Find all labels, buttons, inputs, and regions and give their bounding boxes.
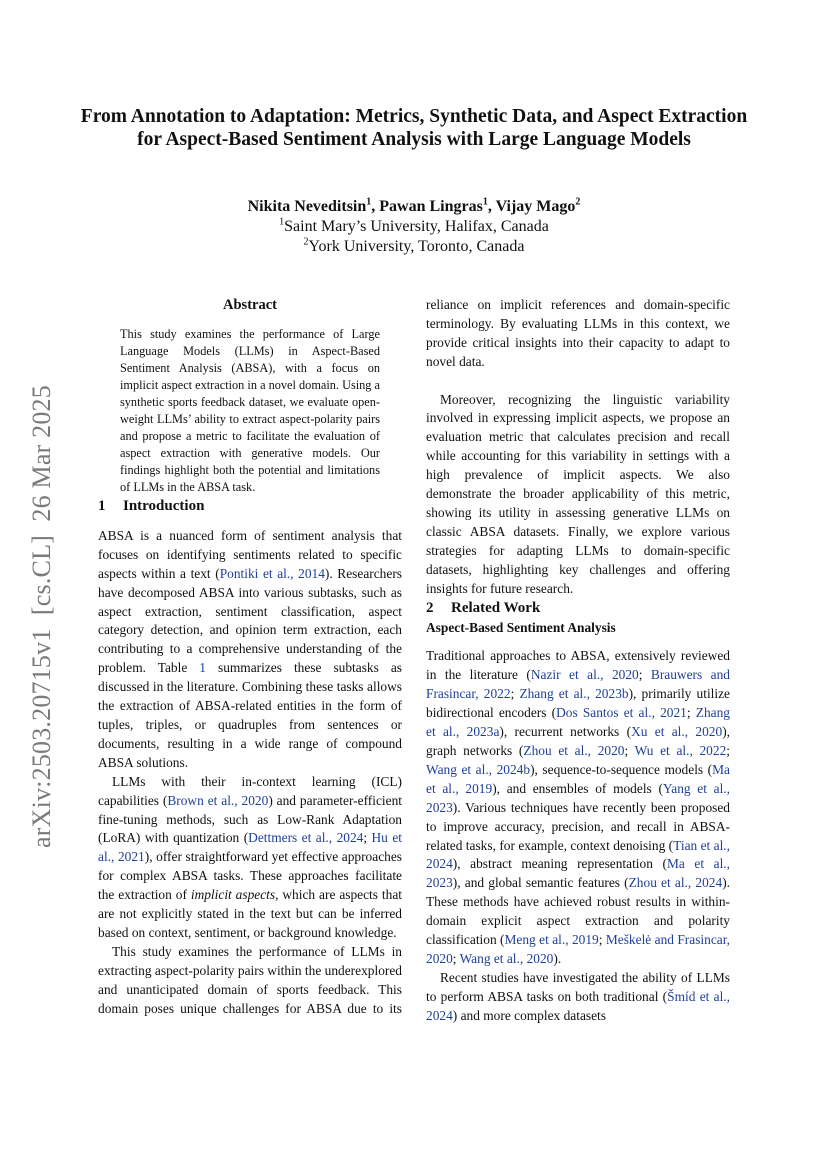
section-heading-introduction: 1 Introduction <box>98 497 205 514</box>
table-ref-link[interactable]: 1 <box>199 660 206 676</box>
citation-link[interactable]: Brown et al., 2020 <box>167 792 269 808</box>
citation-link[interactable]: Meškelė and Frasincar, 2020 <box>426 932 730 966</box>
citation-link[interactable]: Zhou et al., 2020 <box>523 743 625 758</box>
citation-link[interactable]: Hu et al., 2021 <box>98 830 402 865</box>
citation-link[interactable]: Nazir et al., 2020 <box>530 667 639 683</box>
citation-link[interactable]: Šmíd et al., 2024 <box>426 988 730 1023</box>
citation-link[interactable]: Dettmers et al., 2024 <box>248 830 364 846</box>
citation-link[interactable]: Zhang et al., 2023b <box>519 686 629 702</box>
citation-link[interactable]: Wu et al., 2022 <box>634 743 727 758</box>
paragraph: ABSA is a nuanced form of sentiment analysis that focuses on identifying sentiments related to specific aspects within a text (Pontiki et al., 2014). Researchers have decomposed ABSA into various subtasks, such as aspect extraction, sentiment classification, aspect category detection, and opinion term extraction, each contributing to a comprehensive understanding of the problem. Table 1 summarizes these subtasks as discussed in the literature. Combining these tasks allows the extraction of ABSA-related entities in the form of tuples, triples, or quadruples from sentences or documents, resulting in a wide range of compound ABSA solutions. <box>98 527 402 770</box>
emphasis: implicit aspects <box>190 887 276 903</box>
subsection-heading: Aspect-Based Sentiment Analysis <box>426 620 616 636</box>
citation-link[interactable]: Brauwers and Frasincar, 2022 <box>426 667 730 702</box>
citation-link[interactable]: Yang et al., 2023 <box>426 780 731 815</box>
citation-link[interactable]: Ma et al., 2019 <box>426 761 730 796</box>
citation-link[interactable]: Xu et al., 2020 <box>631 724 723 740</box>
author-name: Pawan Lingras <box>379 198 483 215</box>
affiliation: $^1$Saint Mary’s University, Halifax, Canada <box>279 216 549 235</box>
affiliation-mark: 2 <box>575 196 581 208</box>
paragraph: Recent studies have investigated the ability of LLMs to perform ABSA tasks on both traditional (Šmíd et al., 2024) and more complex datasets <box>426 969 730 1023</box>
arxiv-stamp: arXiv:2503.20715v1 [cs.CL] 26 Mar 2025 <box>27 385 56 848</box>
citation-link[interactable]: Meng et al., 2019 <box>504 932 599 948</box>
affiliation-mark: 1 <box>482 196 488 208</box>
paper-title: From Annotation to Adaptation: Metrics, Synthetic Data, and Aspect Extraction for Aspect-Based Sentiment Analysis with Large Language Models <box>80 106 748 150</box>
citation-link[interactable]: Wang et al., 2024b <box>426 761 531 777</box>
section-heading-related-work: 2 Related Work <box>426 600 541 617</box>
paragraph: LLMs with their in-context learning (ICL) capabilities (Brown et al., 2020) and parameter-efficient fine-tuning methods, such as Low-Rank Adaptation (LoRA) with quantization (Dettmers et al., 2024; Hu et al., 2021), offer straightforward yet effective approaches for complex ABSA tasks. These approaches facilitate the extraction of implicit aspects, which are aspects that are not explicitly stated in the text but can be inferred based on context, sentiment, or background knowledge. <box>98 773 402 940</box>
affiliation-mark: 1 <box>366 196 372 208</box>
author-names: Nikita Neveditsin$^1$, Pawan Lingras$^1$, Vijay Mago$^2$ <box>247 196 581 215</box>
author-block <box>80 197 748 257</box>
author-name: Vijay Mago <box>495 198 576 215</box>
abstract-text: This study examines the performance of Large Language Models (LLMs) in Aspect-Based Sentiment Analysis (ABSA), with a focus on implicit aspect extraction in a novel domain. Using a synthetic sports feedback dataset, we evaluate open-weight LLMs’ ability to extract aspect-polarity pairs and propose a metric to facilitate the evaluation of aspect extraction with generative models. Our findings highlight both the potential and limitations of LLMs in the ABSA task. <box>120 326 380 494</box>
paragraph-continuation: reliance on implicit references and domain-specific terminology. By evaluating LLMs in this context, we provide critical insights into their capacity to adapt to novel data. <box>426 297 730 369</box>
citation-link[interactable]: Zhou et al., 2024 <box>628 875 723 891</box>
paragraph: Traditional approaches to ABSA, extensively reviewed in the literature (Nazir et al., 2020; Brauwers and Frasincar, 2022; Zhang et al., 2023b), primarily utilize bidirectional encoders (Dos Santos et al., 2021; Zhang et al., 2023a), recurrent networks (Xu et al., 2020), graph networks (Zhou et al., 2020; Wu et al., 2022; Wang et al., 2024b), sequence-to-sequence models (Ma et al., 2019), and ensembles of models (Yang et al., 2023). Various techniques have recently been proposed to improve accuracy, precision, and recall in ABSA-related tasks, for example, context denoising (Tian et al., 2024), abstract meaning representation (Ma et al., 2023), and global semantic features (Zhou et al., 2024). These methods have achieved robust results in within-domain explicit aspect extraction and polarity classification (Meng et al., 2019; Meškelė and Frasincar, 2020; Wang et al., 2020). <box>426 648 731 966</box>
abstract-heading: Abstract <box>223 297 277 313</box>
author-name: Nikita Neveditsin <box>247 198 367 215</box>
citation-link[interactable]: Wang et al., 2020 <box>459 950 554 966</box>
paragraph: This study examines the performance of LLMs in extracting aspect-polarity pairs within the underexplored and unanticipated domain of sports feedback. This domain poses unique challenges for ABSA due to its <box>98 943 402 1016</box>
citation-link[interactable]: Ma et al., 2023 <box>426 856 731 891</box>
citation-link[interactable]: Dos Santos et al., 2021 <box>556 705 687 721</box>
citation-link[interactable]: Tian et al., 2024 <box>426 837 731 872</box>
paragraph: Moreover, recognizing the linguistic variability involved in expressing implicit aspects, we propose an evaluation metric that calculates precision and recall while accounting for this variability in settings with a high prevalence of implicit aspects. We also demonstrate the broader applicability of this metric, showing its utility in assessing generative LLMs on classic ABSA datasets. Finally, we explore various strategies for adapting LLMs to domain-specific datasets, highlighting key challenges and offering insights for future research. <box>426 391 730 596</box>
citation-link[interactable]: Zhang et al., 2023a <box>426 705 730 740</box>
right-column <box>426 296 730 1026</box>
affiliation: $^2$York University, Toronto, Canada <box>303 236 525 255</box>
left-column <box>98 296 402 1018</box>
citation-link[interactable]: Pontiki et al., 2014 <box>219 565 325 581</box>
